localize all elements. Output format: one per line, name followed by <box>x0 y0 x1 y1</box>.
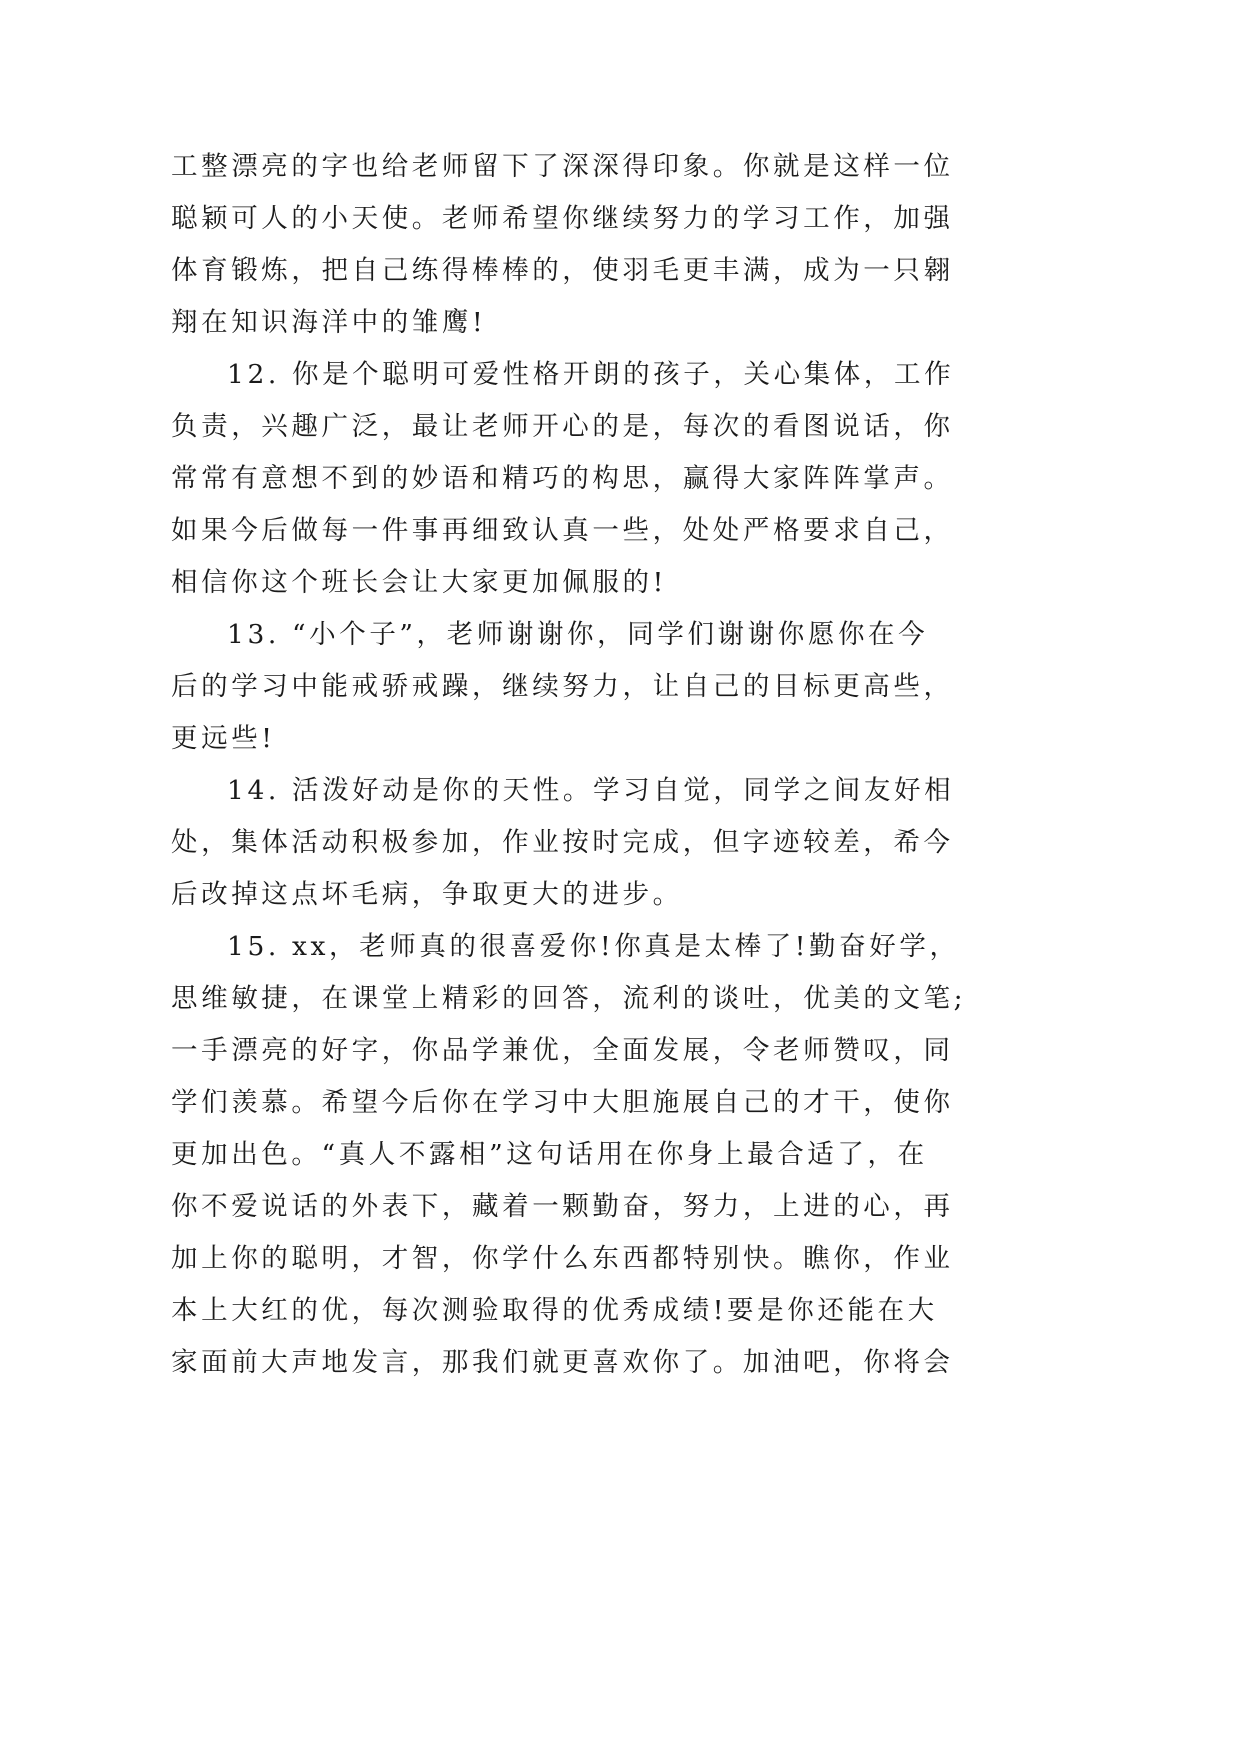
text-line: 聪颖可人的小天使。老师希望你继续努力的学习工作，加强 <box>171 203 954 234</box>
text-line: 一手漂亮的好字，你品学兼优，全面发展，令老师赞叹，同 <box>171 1035 954 1066</box>
document-body <box>171 141 971 1389</box>
text-line: 思维敏捷，在课堂上精彩的回答，流利的谈吐，优美的文笔; <box>171 983 967 1014</box>
text-line: 处，集体活动积极参加，作业按时完成，但字迹较差，希今 <box>171 827 954 858</box>
text-line: 学们羡慕。希望今后你在学习中大胆施展自己的才干，使你 <box>171 1087 954 1118</box>
text-line: 加上你的聪明，才智，你学什么东西都特别快。瞧你，作业 <box>171 1243 954 1274</box>
text-line: 本上大红的优，每次测验取得的优秀成绩!要是你还能在大 <box>171 1295 938 1326</box>
text-line: 后改掉这点坏毛病，争取更大的进步。 <box>171 879 683 910</box>
text-line: 你不爱说话的外表下，藏着一颗勤奋，努力，上进的心，再 <box>171 1191 954 1222</box>
text-line: 更加出色。“真人不露相”这句话用在你身上最合适了，在 <box>171 1139 928 1170</box>
comment-14-first-line: 14. 活泼好动是你的天性。学习自觉，同学之间友好相 <box>227 775 955 806</box>
text-line: 常常有意想不到的妙语和精巧的构思，赢得大家阵阵掌声。 <box>171 463 954 494</box>
text-line: 后的学习中能戒骄戒躁，继续努力，让自己的目标更高些， <box>171 671 954 702</box>
text-line: 更远些! <box>171 723 276 754</box>
text-line: 家面前大声地发言，那我们就更喜欢你了。加油吧，你将会 <box>171 1347 954 1378</box>
text-line: 负责，兴趣广泛，最让老师开心的是，每次的看图说话，你 <box>171 411 954 442</box>
comment-12-first-line: 12. 你是个聪明可爱性格开朗的孩子，关心集体，工作 <box>227 359 955 390</box>
text-line: 相信你这个班长会让大家更加佩服的! <box>171 567 667 598</box>
text-line: 工整漂亮的字也给老师留下了深深得印象。你就是这样一位 <box>171 151 954 182</box>
text-line: 如果今后做每一件事再细致认真一些，处处严格要求自己， <box>171 515 954 546</box>
comment-13-first-line: 13. “小个子”，老师谢谢你，同学们谢谢你愿你在今 <box>227 619 929 650</box>
text-line: 翔在知识海洋中的雏鹰! <box>171 307 487 338</box>
text-line: 体育锻炼，把自己练得棒棒的，使羽毛更丰满，成为一只翱 <box>171 255 954 286</box>
comment-15-first-line: 15. xx，老师真的很喜爱你!你真是太棒了!勤奋好学， <box>227 931 960 962</box>
